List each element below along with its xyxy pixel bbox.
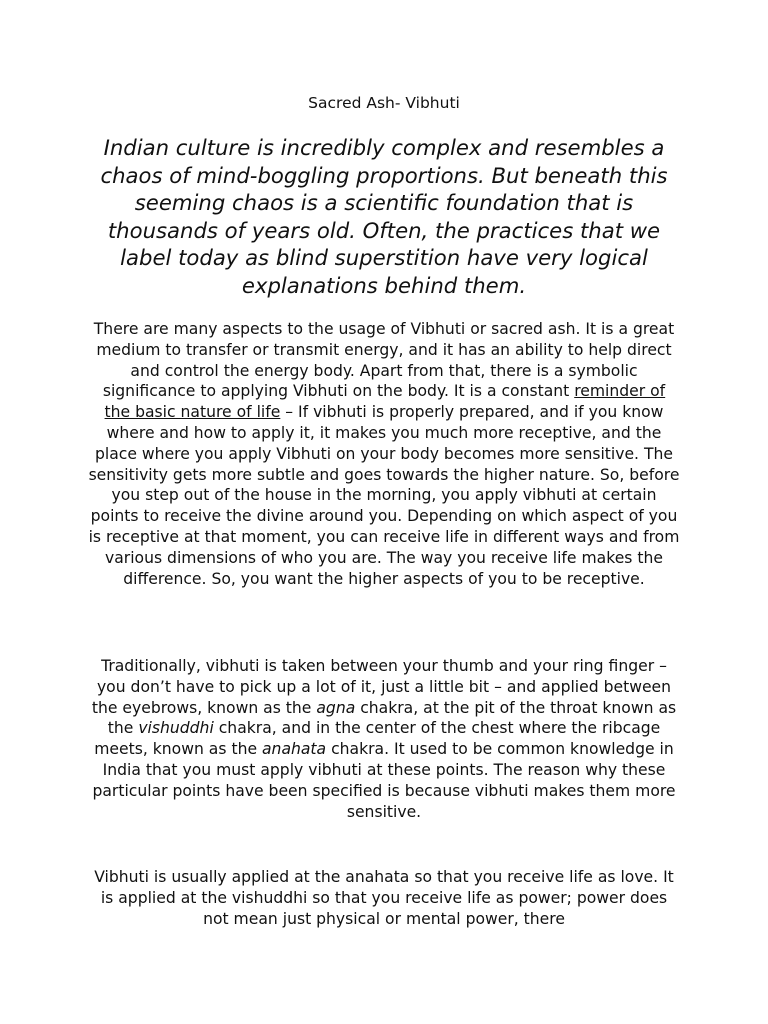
paragraph-receiving-life: Vibhuti is usually applied at the anahata so that you receive life as love. It is applied at the vishuddhi so that you receive life as power; power does not mean just physical or mental power, there bbox=[94, 868, 674, 928]
paragraph-text: chakra, and in the center of the chest where the ribcage meets, known as the bbox=[94, 719, 661, 759]
paragraph-text: There are many aspects to the usage of Vibhuti or sacred ash. It is a great medium to transfer or transmit energy, and it has an ability to help direct and control the energy body. Apart from that, there is a symbolic significance to applying Vibhuti on the body. It is a constant bbox=[93, 320, 675, 401]
intro-paragraph: Indian culture is incredibly complex and resembles a chaos of mind-boggling proportions. But beneath this seeming chaos is a scientific foundation that is thousands of years old. Often, the practices that we label today as blind superstition have very logical explanations behind them. bbox=[100, 135, 668, 298]
document-title: Sacred Ash- Vibhuti bbox=[308, 94, 460, 112]
paragraph-application-points bbox=[88, 656, 680, 822]
paragraph-text: – If vibhuti is properly prepared, and if you know where and how to apply it, it makes you much more receptive, and the place where you apply Vibhuti on your body becomes more sensitive. The sensitivity gets more subtle and goes towards the higher nature. So, before you step out of the house in the morning, you apply vibhuti at certain points to receive the divine around you. Depending on which aspect of you is receptive at that moment, you can receive life in different ways and from various dimensions of who you are. The way you receive life makes the difference. So, you want the higher aspects of you to be receptive. bbox=[88, 403, 680, 588]
paragraph-text: chakra. It used to be common knowledge in India that you must apply vibhuti at these points. The reason why these particular points have been specified is because vibhuti makes them more sensitive. bbox=[92, 740, 676, 821]
paragraph-text: Traditionally, vibhuti is taken between your thumb and your ring finger – you don’t have to pick up a lot of it, just a little bit – and applied between the eyebrows, known as the bbox=[91, 657, 672, 717]
paragraph-vibhuti-usage bbox=[88, 319, 680, 589]
term-agna: agna bbox=[316, 698, 356, 717]
term-anahata: anahata bbox=[262, 740, 327, 759]
term-vishuddhi: vishuddhi bbox=[138, 719, 214, 738]
basic-nature-of-life-link[interactable]: reminder of the basic nature of life bbox=[104, 382, 666, 422]
paragraph-text: chakra, at the pit of the throat known as the bbox=[107, 698, 677, 738]
